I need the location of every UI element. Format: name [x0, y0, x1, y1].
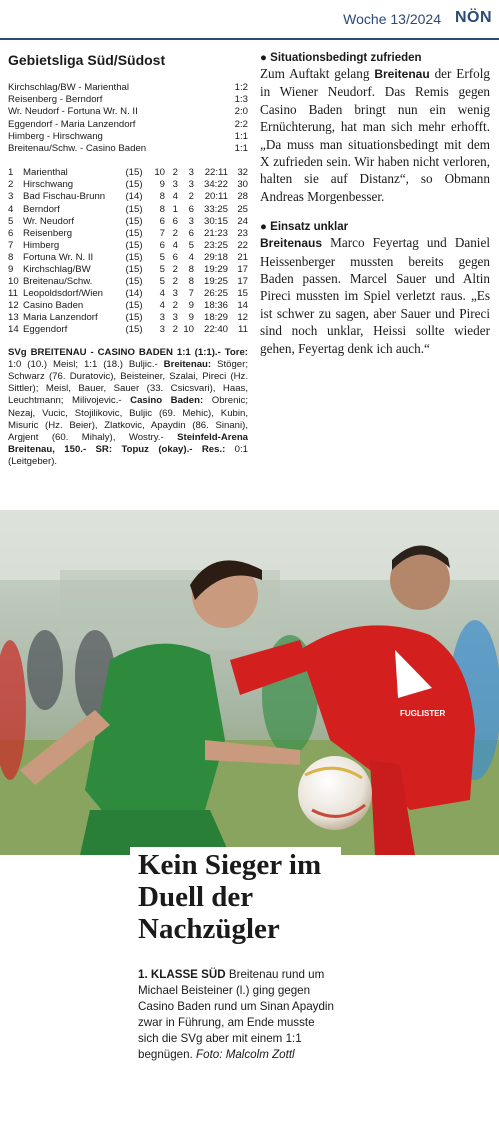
table-cell-pts: 24 [237, 215, 248, 227]
table-cell-games: (15) [125, 203, 143, 215]
table-cell-w: 5 [159, 251, 165, 263]
table-cell-team: Kirchschlag/BW [23, 263, 91, 275]
table-cell-pts: 28 [237, 191, 248, 203]
article-paragraph: Zum Auftakt gelang Breitenau der Erfolg in Wiener Neudorf. Das Remis gegen Casino Baden bringt nun ein wenig Ernüchterung, hat man sich mehr erhofft. „Da muss man situationsbedingt mit dem X zufrieden sein. Wir haben nicht verloren, halten sie auf Distanz“, so Obmann Andreas Morgenbesser. [260, 66, 490, 204]
jersey-sponsor: FUGLISTER [400, 709, 446, 718]
table-cell-games: (14) [125, 288, 143, 300]
table-cell-pts: 21 [237, 251, 248, 263]
table-cell-d: 2 [172, 324, 178, 336]
table-cell-w: 8 [159, 191, 165, 203]
table-cell-d: 4 [172, 239, 178, 251]
table-cell-pts: 17 [237, 276, 248, 288]
table-cell-games: (15) [125, 312, 143, 324]
table-cell-goals: 18:36 [203, 300, 228, 312]
photo-credit: Foto: Malcolm Zottl [196, 1048, 295, 1061]
table-cell-pts: 22 [237, 239, 248, 251]
table-cell-games: (14) [125, 191, 143, 203]
table-cell-pos: 8 [8, 251, 14, 263]
table-cell-w: 4 [159, 288, 165, 300]
match-photo [0, 510, 499, 855]
table-cell-goals: 22:11 [204, 167, 228, 179]
table-cell-d: 1 [172, 203, 178, 215]
result-row: Himberg - Hirschwang 1:1 [8, 130, 248, 142]
table-cell-goals: 20:11 [204, 191, 228, 203]
table-cell-l: 8 [188, 263, 194, 275]
table-cell-pos: 13 [8, 312, 19, 324]
table-row [8, 276, 248, 288]
table-cell-team: Reisenberg [23, 227, 73, 239]
table-cell-l: 6 [188, 203, 194, 215]
league-title: Gebietsliga Süd/Südost [8, 52, 166, 68]
table-cell-goals: 22:40 [203, 324, 228, 336]
table-cell-w: 3 [159, 312, 165, 324]
table-row [8, 288, 248, 300]
table-cell-d: 2 [172, 276, 178, 288]
table-cell-l: 4 [188, 251, 194, 263]
table-row [8, 252, 248, 264]
table-cell-d: 2 [172, 227, 178, 239]
table-cell-team: Breitenau/Schw. [23, 276, 93, 288]
table-cell-l: 3 [188, 167, 194, 179]
table-cell-team: Himberg [23, 239, 60, 251]
table-cell-games: (15) [125, 276, 143, 288]
table-cell-goals: 19:25 [203, 276, 228, 288]
page-header [0, 0, 499, 38]
issue-week: Woche 13/2024 [343, 11, 441, 27]
result-row: Kirchschlag/BW - Marienthal 1:2 [8, 82, 248, 93]
results-list [8, 82, 248, 155]
table-cell-pos: 12 [8, 300, 19, 312]
table-cell-w: 8 [159, 203, 165, 215]
result-row: Breitenau/Schw. - Casino Baden 1:1 [8, 143, 248, 155]
table-cell-l: 7 [188, 288, 194, 300]
table-cell-pts: 25 [237, 203, 248, 215]
result-row: Reisenberg - Berndorf 1:3 [8, 94, 248, 106]
table-cell-team: Wr. Neudorf [23, 215, 75, 227]
table-cell-games: (15) [125, 179, 143, 191]
table-cell-w: 9 [159, 179, 165, 191]
table-cell-l: 8 [188, 276, 194, 288]
table-row [8, 312, 248, 324]
table-cell-pts: 15 [237, 288, 248, 300]
table-cell-pts: 14 [237, 300, 248, 312]
table-row [8, 179, 248, 191]
table-cell-w: 6 [159, 215, 165, 227]
table-cell-d: 6 [172, 251, 178, 263]
table-cell-team: Bad Fischau-Brunn [23, 191, 106, 203]
table-cell-w: 5 [159, 276, 165, 288]
table-cell-team: Marienthal [23, 167, 68, 179]
table-row [8, 167, 248, 179]
article-paragraph: Breitenaus Marco Feyertag und Daniel Heissenberger mussten bereits gegen Baden passen. Marcel Sauer und Altin Pireci mussten im Spiel verletzt raus. „Es ist schwer zu sagen, aber Sauer und Pireci sind noch unklar, Heissi sollte wieder gehen, Feyertag denk ich auch.“ [260, 235, 490, 356]
table-cell-team: Maria Lanzendorf [23, 312, 98, 324]
table-cell-d: 2 [172, 167, 178, 179]
table-cell-w: 4 [159, 300, 165, 312]
table-row [8, 204, 248, 216]
table-cell-pts: 32 [237, 167, 248, 179]
table-cell-l: 2 [188, 191, 194, 203]
table-cell-pos: 2 [8, 179, 14, 191]
results-column [8, 52, 248, 469]
table-cell-goals: 30:15 [203, 215, 228, 227]
table-cell-l: 9 [188, 312, 194, 324]
table-cell-pos: 1 [8, 167, 14, 179]
table-cell-goals: 19:29 [203, 263, 228, 275]
table-cell-l: 3 [188, 215, 194, 227]
table-cell-goals: 26:25 [203, 288, 228, 300]
table-cell-pts: 11 [238, 324, 248, 336]
table-cell-w: 6 [159, 239, 165, 251]
table-cell-w: 10 [154, 167, 165, 179]
table-cell-goals: 34:22 [203, 179, 228, 191]
table-cell-pos: 11 [8, 288, 18, 300]
table-cell-games: (15) [125, 239, 143, 251]
table-cell-games: (15) [125, 263, 143, 275]
table-row [8, 264, 248, 276]
table-cell-team: Berndorf [23, 203, 60, 215]
table-cell-d: 3 [172, 288, 178, 300]
table-cell-pos: 9 [8, 263, 14, 275]
table-cell-team: Leopoldsdorf/Wien [23, 288, 103, 300]
result-row: Wr. Neudorf - Fortuna Wr. N. II 2:0 [8, 106, 248, 118]
article-column [260, 52, 490, 373]
table-cell-d: 4 [172, 191, 178, 203]
table-cell-games: (15) [125, 227, 143, 239]
table-cell-games: (15) [125, 251, 143, 263]
table-cell-d: 3 [172, 179, 178, 191]
table-cell-l: 5 [188, 239, 194, 251]
table-cell-goals: 33:25 [203, 203, 228, 215]
table-row [8, 228, 248, 240]
table-row [8, 216, 248, 228]
header-rule [0, 38, 499, 40]
headline: Kein Sieger im Duell der Nachzügler [138, 849, 322, 945]
table-cell-w: 3 [159, 324, 165, 336]
result-row: Eggendorf - Maria Lanzendorf 2:2 [8, 118, 248, 130]
table-cell-goals: 21:23 [203, 227, 228, 239]
table-row [8, 191, 248, 203]
table-cell-team: Casino Baden [23, 300, 84, 312]
table-cell-pts: 17 [237, 263, 248, 275]
section-heading: ● Situationsbedingt zufrieden [260, 52, 422, 64]
table-cell-pos: 4 [8, 203, 14, 215]
table-cell-team: Fortuna Wr. N. II [23, 251, 94, 263]
table-cell-goals: 29:18 [203, 251, 228, 263]
league-table [8, 167, 248, 336]
table-cell-l: 3 [188, 179, 194, 191]
table-cell-w: 5 [159, 263, 165, 275]
table-cell-d: 3 [172, 312, 178, 324]
table-cell-games: (15) [125, 300, 143, 312]
table-row [8, 324, 248, 336]
table-cell-team: Hirschwang [23, 179, 74, 191]
table-cell-games: (15) [125, 215, 143, 227]
table-cell-d: 2 [172, 263, 178, 275]
table-cell-l: 9 [188, 300, 194, 312]
section-heading: ● Einsatz unklar [260, 221, 349, 234]
table-cell-pos: 6 [8, 227, 14, 239]
table-cell-d: 6 [172, 215, 178, 227]
table-row [8, 300, 248, 312]
table-cell-pts: 23 [237, 227, 248, 239]
table-cell-pos: 3 [8, 191, 14, 203]
table-cell-l: 10 [183, 324, 194, 336]
brand-logo: NÖN [454, 9, 492, 26]
table-cell-games: (15) [125, 167, 143, 179]
table-row [8, 240, 248, 252]
table-cell-pts: 12 [237, 312, 248, 324]
table-cell-pts: 30 [237, 179, 248, 191]
table-cell-goals: 18:29 [203, 312, 228, 324]
table-cell-l: 6 [188, 227, 194, 239]
table-cell-pos: 5 [8, 215, 14, 227]
match-report: SVg BREITENAU - CASINO BADEN 1:1 (1:1).- Tore: 1:0 (10.) Meisl; 1:1 (18.) Buljic.- Breitenau: Stöger; Schwarz (76. Duratovic), Beisteiner, Szalai, Pireci (Hz. Sittler); Meisl, Bauer, Sauer (33. Csicsvari), Haas, Leuchtmann; Milivojevic.- Casino Baden: Obrenic; Nezaj, Vucic, Stojilikovic, Buljic (69. Mehic), Kubin, Misuric (Hz. Beier), Zlatkovic, Apaydin (86. Sinani), Argjent (60. Mihaly), Wostry.- Steinfeld-Arena Breitenau, 150.- SR: Topuz (okay).- Res.: 0:1 (Leitgeber). [8, 346, 249, 468]
table-cell-games: (15) [125, 324, 143, 336]
caption-text: 1. KLASSE SÜD Breitenau rund um Michael Beisteiner (l.) ging gegen Casino Baden rund um Sinan Apaydin zwar in Führung, am Ende musste sich die SVg aber mit einem 1:1 begnügen. Foto: Malcolm Zottl [138, 968, 334, 1061]
table-cell-pos: 7 [8, 239, 14, 251]
table-cell-d: 2 [172, 300, 178, 312]
table-cell-pos: 14 [8, 324, 19, 336]
caption-box [130, 847, 341, 1062]
table-cell-team: Eggendorf [23, 324, 68, 336]
table-cell-w: 7 [159, 227, 165, 239]
table-cell-pos: 10 [8, 276, 19, 288]
table-cell-goals: 23:25 [203, 239, 228, 251]
